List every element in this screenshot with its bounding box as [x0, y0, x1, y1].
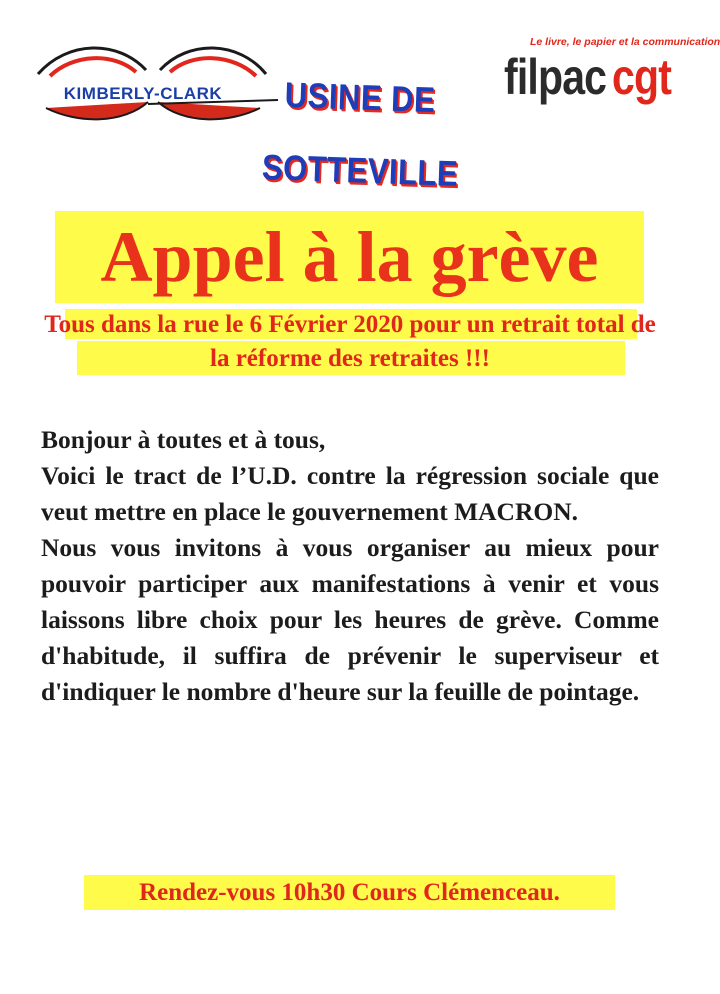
- union-name-filpac: filpac: [504, 49, 607, 105]
- union-name-cgt: cgt: [612, 49, 672, 105]
- plant-name-line1: USINE DE: [284, 74, 436, 121]
- subtitle: Tous dans la rue le 6 Février 2020 pour un retrait total de la réforme des retraites !!!: [44, 311, 656, 372]
- greeting: Bonjour à toutes et à tous,: [41, 425, 326, 454]
- rendezvous-text: Rendez-vous 10h30 Cours Clémenceau.: [139, 879, 560, 906]
- kimberly-clark-logo: [28, 36, 278, 126]
- company-logo-text: KIMBERLY-CLARK: [63, 84, 223, 103]
- kimberly-clark-emblem-icon: [28, 36, 278, 126]
- body-paragraph-2: Nous vous invitons à vous organiser au mieux pour pouvoir participer aux manifestations à venir et vous laissons libre choix pour les heures de grève. Comme d'habitude, il suffira de prévenir le superviseur et d'indiquer le nombre d'heure sur la feuille de pointage.: [41, 533, 659, 706]
- plant-name-line2: SOTTEVILLE: [261, 146, 459, 194]
- page-title: Appel à la grève: [100, 217, 599, 297]
- filpac-cgt-logo: [500, 36, 720, 126]
- body-paragraph-1: Voici le tract de l’U.D. contre la régression sociale que veut mettre en place le gouvernement MACRON.: [41, 461, 659, 526]
- union-tagline: Le livre, le papier et la communication: [530, 36, 720, 48]
- body-text: [41, 422, 659, 710]
